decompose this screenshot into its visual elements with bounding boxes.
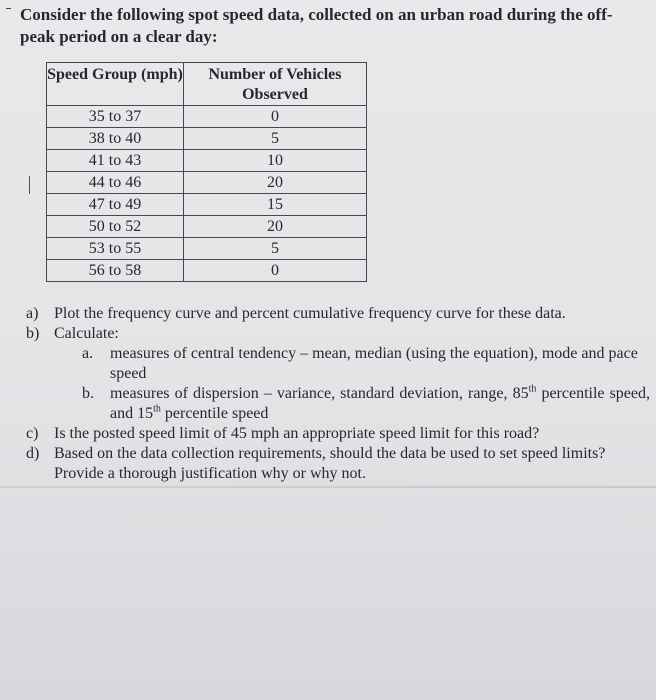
subquestion-marker: a. [82, 345, 94, 362]
question-marker: c) [26, 425, 39, 442]
table-row [47, 128, 367, 150]
table-row [47, 172, 367, 194]
table-row [47, 106, 367, 128]
question-text: Plot the frequency curve and percent cumulative frequency curve for these data. [54, 305, 566, 322]
question-list [26, 304, 650, 484]
vehicle-count-cell: 20 [184, 216, 367, 238]
subquestion-text-1: measures of dispersion – variance, standard deviation, range, 85 [110, 385, 529, 402]
vehicle-count-cell: 10 [184, 150, 367, 172]
question-d [26, 444, 650, 484]
question-c [26, 424, 650, 444]
speed-group-cell: 35 to 37 [47, 106, 184, 128]
page-divider [0, 486, 656, 488]
table-row [47, 150, 367, 172]
speed-group-cell: 47 to 49 [47, 194, 184, 216]
question-b-part-b [26, 384, 650, 424]
vehicle-count-cell: 0 [184, 260, 367, 282]
question-marker: a) [26, 305, 39, 322]
question-b [26, 324, 650, 344]
margin-dash [6, 8, 11, 9]
margin-tick-mark [29, 176, 30, 194]
speed-group-cell: 41 to 43 [47, 150, 184, 172]
subquestion-marker: b. [82, 385, 94, 402]
intro-line-2: peak period on a clear day: [20, 27, 218, 46]
question-text: Is the posted speed limit of 45 mph an appropriate speed limit for this road? [54, 425, 540, 442]
speed-group-cell: 38 to 40 [47, 128, 184, 150]
question-marker: b) [26, 325, 40, 342]
speed-group-cell: 44 to 46 [47, 172, 184, 194]
question-text: Based on the data collection requirements, should the data be used to set speed limits? Provide a thorough justification why or why not. [54, 445, 606, 482]
question-text: Calculate: [54, 325, 119, 342]
table-header-row [47, 63, 367, 106]
intro-line-1: Consider the following spot speed data, collected on an urban road during the off- [20, 5, 613, 24]
subquestion-text-3: percentile speed [160, 405, 269, 422]
superscript-th: th [528, 383, 537, 395]
vehicle-count-cell: 5 [184, 128, 367, 150]
speed-group-cell: 53 to 55 [47, 238, 184, 260]
speed-group-cell: 50 to 52 [47, 216, 184, 238]
table-row [47, 216, 367, 238]
table-row [47, 238, 367, 260]
problem-intro [20, 4, 650, 48]
spot-speed-table [46, 62, 367, 282]
question-b-part-a [26, 344, 650, 384]
speed-group-cell: 56 to 58 [47, 260, 184, 282]
vehicle-count-cell: 5 [184, 238, 367, 260]
question-a [26, 304, 650, 324]
table-row [47, 260, 367, 282]
header-speed-group: Speed Group (mph) [47, 63, 184, 106]
header-vehicles-observed: Number of Vehicles Observed [184, 63, 367, 106]
subquestion-text: measures of central tendency – mean, median (using the equation), mode and pace speed [110, 345, 638, 382]
vehicle-count-cell: 15 [184, 194, 367, 216]
subquestion-text-2: percentile speed, and 15 [110, 385, 650, 422]
vehicle-count-cell: 0 [184, 106, 367, 128]
question-marker: d) [26, 445, 40, 462]
superscript-th: th [153, 403, 161, 415]
table-row [47, 194, 367, 216]
vehicle-count-cell: 20 [184, 172, 367, 194]
